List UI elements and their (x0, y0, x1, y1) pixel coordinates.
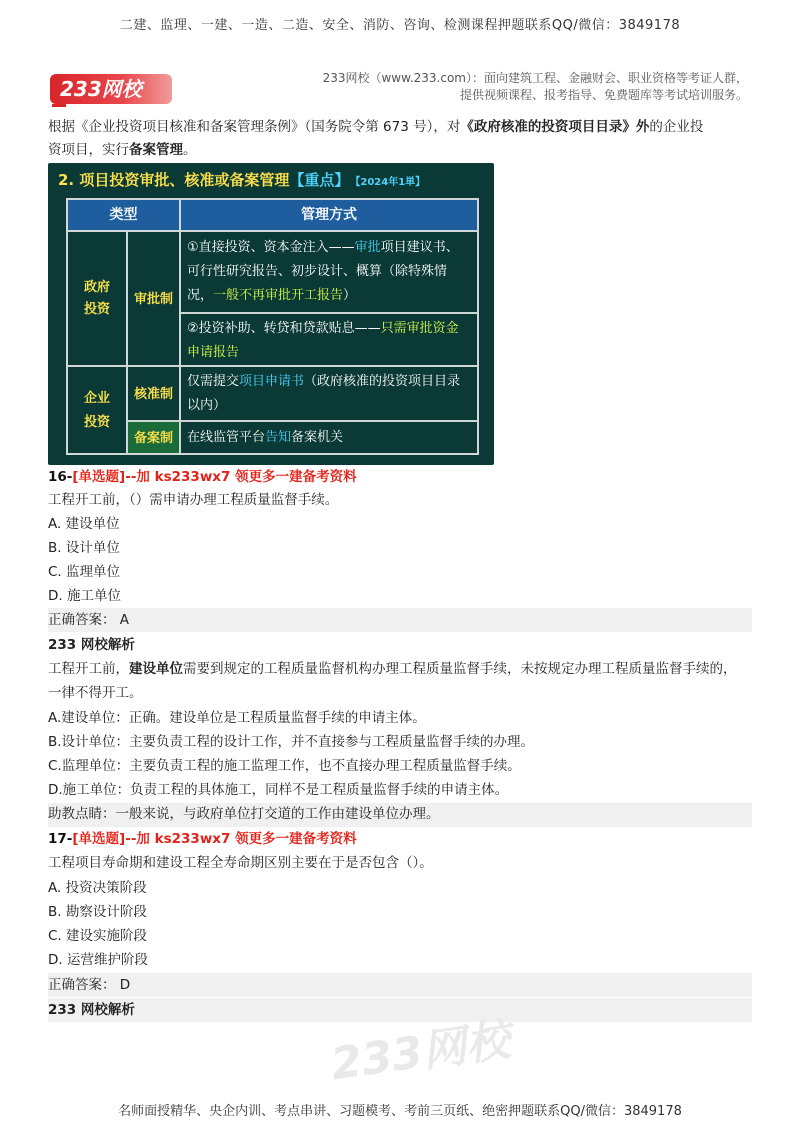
q17-title (48, 828, 357, 850)
q16-option-b: B. 设计单位 (48, 540, 120, 556)
brand-logo: 233网校 (50, 74, 172, 104)
q16-explain-d: D.施工单位：负责工程的具体施工，同样不是工程质量监督手续的申请主体。 (48, 782, 509, 798)
ent-line-2: 投资 (83, 415, 110, 430)
intro-bold: 《政府核准的投资项目目录》外 (460, 119, 650, 135)
management-table-image (48, 163, 494, 465)
table-title (58, 169, 425, 190)
r3-text-a: 仅需提交 (187, 374, 240, 389)
intro-text-2: 的企业投 (649, 119, 704, 135)
col-method-header: 管理方式 (180, 199, 478, 231)
q17-option-c: C. 建设实施阶段 (48, 928, 148, 944)
q16-analysis-bold: 建设单位 (129, 661, 183, 677)
q16-option-d: D. 施工单位 (48, 588, 121, 604)
q17-stem: 工程项目寿命期和建设工程全寿命期区别主要在于是否包含（）。 (48, 855, 433, 871)
management-table (66, 198, 479, 455)
q16-number: 16- (48, 469, 73, 485)
q16-explain-b: B.设计单位：主要负责工程的设计工作，并不直接参与工程质量监督手续的办理。 (48, 734, 535, 750)
q16-option-c: C. 监理单位 (48, 564, 121, 580)
record-row (180, 421, 478, 454)
q16-title (48, 466, 357, 488)
header-line-1: 233网校（www.233.com）：面向建筑工程、金融财会、职业资格等考证人群， (322, 71, 748, 85)
q17-option-a: A. 投资决策阶段 (48, 880, 147, 896)
r1-text-g: ） (343, 288, 357, 303)
q16-analysis-d: 一律不得开工。 (48, 685, 143, 701)
record-system: 备案制 (127, 421, 180, 454)
q16-tag: [单选题]--加 ks233wx7 领更多一建备考资料 (72, 469, 357, 485)
r4-text-b: 告知 (265, 430, 292, 445)
q17-analysis-title: 233 网校解析 (48, 1002, 135, 1018)
q16-tip: 助教点睛：一般来说，与政府单位打交道的工作由建设单位办理。 (48, 806, 440, 822)
table-title-key: 【重点】 (289, 171, 350, 189)
logo-accent (52, 104, 66, 107)
q17-tag: [单选题]--加 ks233wx7 领更多一建备考资料 (72, 831, 357, 847)
r3-text-d: 目目录以内） (187, 374, 461, 413)
gov-invest-line-2: 投资 (83, 302, 110, 317)
r2-text-c: 批资金申请报告 (187, 321, 459, 360)
approve-system: 审批制 (127, 231, 180, 366)
intro-paragraph (48, 116, 752, 162)
r1-text-e: （除特殊情况， (187, 264, 448, 303)
gov-invest-label (68, 277, 126, 321)
r3-text-c: （政府核准的投资项 (304, 374, 422, 389)
r1-text-b: 审批 (354, 240, 381, 255)
watermark-logo: 233网校 (327, 1014, 514, 1091)
q16-option-a: A. 建设单位 (48, 516, 120, 532)
header-line-2: 提供视频课程、报考指导、免费题库等考试培训服务。 (459, 88, 748, 102)
q16-analysis-title: 233 网校解析 (48, 637, 135, 653)
q17-answer-strip (48, 973, 752, 997)
r2-text-b: 只需审 (380, 321, 420, 336)
intro-text: 根据《企业投资项目核准和备案管理条例》（国务院令第 673 号），对 (48, 119, 461, 135)
intro-text-4: 。 (183, 142, 197, 158)
top-banner: 二建、监理、一建、一造、二造、安全、消防、咨询、检测课程押题联系QQ/微信：3849178 (119, 18, 681, 33)
intro-text-3: 资项目，实行 (48, 142, 129, 158)
r1-text-c: 项目建 (380, 240, 420, 255)
q17-option-d: D. 运营维护阶段 (48, 952, 148, 968)
r1-text-a: ①直接投资、资本金注入—— (187, 240, 355, 255)
table-title-tag: 【2024年1単】 (355, 177, 426, 188)
q16-analysis-a: 工程开工前， (48, 661, 129, 677)
footer-banner: 名师面授精华、央企内训、考点串讲、习题模考、考前三页纸、绝密押题联系QQ/微信：3849178 (118, 1104, 682, 1119)
q16-analysis-paragraph (48, 657, 752, 705)
intro-bold-2: 备案管理 (129, 142, 183, 158)
r4-text-a: 在线监管平台 (187, 430, 266, 445)
enterprise-invest-label (68, 387, 126, 435)
q17-answer: 正确答案： D (48, 977, 131, 993)
enterprise-invest-cell (67, 366, 127, 454)
verify-row (180, 366, 478, 421)
gov-invest-line-1: 政府 (83, 280, 110, 295)
header-description (323, 70, 748, 104)
gov-invest-cell (67, 231, 127, 366)
approve-row-1 (180, 231, 478, 313)
approve-row-2 (180, 313, 478, 366)
r2-text-a: ②投资补助、转贷和贷款贴息—— (187, 321, 381, 336)
r1-text-d: 议书、可行性研究报告、初步设计、概算 (187, 240, 459, 279)
q16-explain-c: C.监理单位：主要负责工程的施工监理工作，也不直接办理工程质量监督手续。 (48, 758, 521, 774)
col-type-header: 类型 (67, 199, 180, 231)
r3-text-b: 项目申请书 (239, 374, 305, 389)
ent-line-1: 企业 (83, 391, 110, 406)
table-title-text: 2. 项目投资审批、核准或备案管理 (58, 171, 290, 189)
q16-analysis-c: 需要到规定的工程质量监督机构办理工程质量监督手续，未按规定办理工程质量监督手续的， (183, 661, 737, 677)
verify-system: 核准制 (127, 366, 180, 421)
q16-explain-a: A.建设单位：正确。建设单位是工程质量监督手续的申请主体。 (48, 710, 426, 726)
q16-answer-strip (48, 608, 752, 632)
r1-text-f: 一般不再审批开工报告 (213, 288, 344, 303)
q17-number: 17- (48, 831, 73, 847)
q16-answer: 正确答案： A (48, 612, 130, 628)
q17-option-b: B. 勘察设计阶段 (48, 904, 147, 920)
r4-text-c: 备案机关 (291, 430, 344, 445)
q16-stem: 工程开工前，（）需申请办理工程质量监督手续。 (48, 492, 339, 508)
